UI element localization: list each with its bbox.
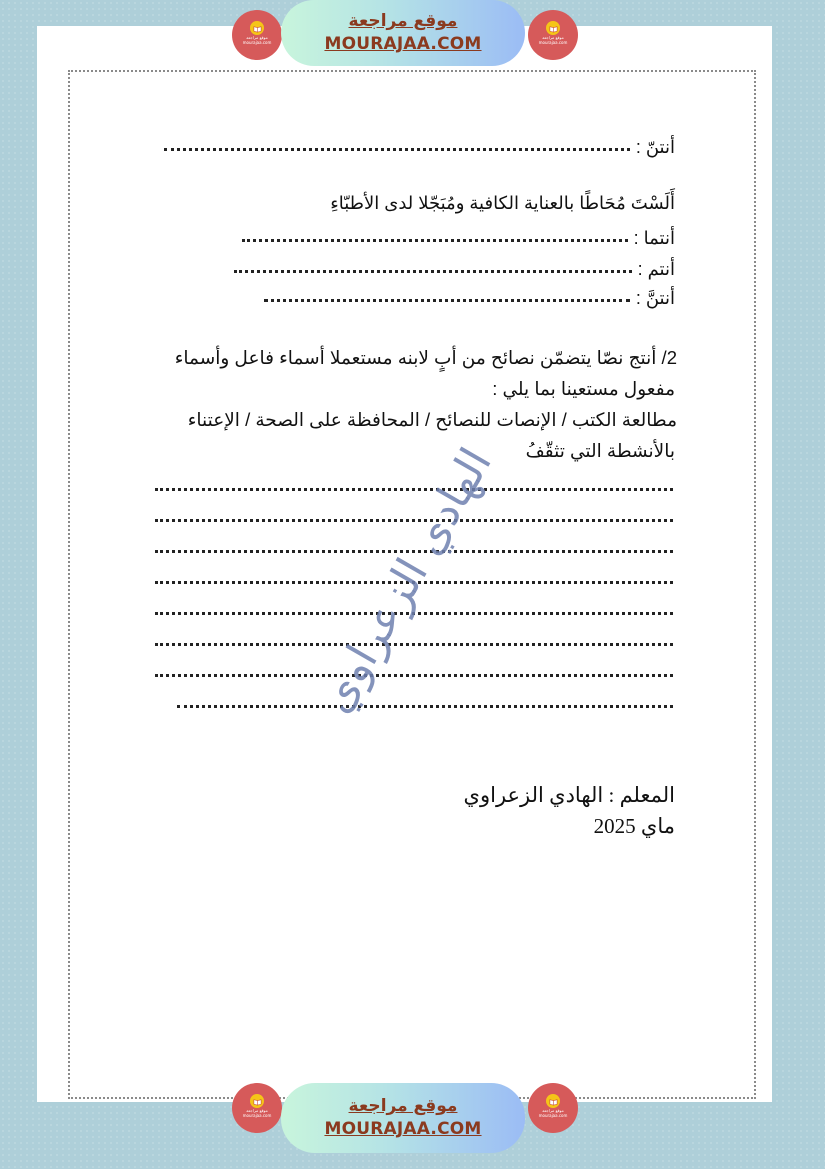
pronoun-label: أنتما : <box>633 228 675 248</box>
logo-text-en: mourajaa.com <box>538 1113 568 1118</box>
dotted-page-frame <box>68 70 756 1099</box>
site-logo-left[interactable] <box>232 10 282 60</box>
fill-line-antuma <box>242 228 675 249</box>
pronoun-label: أنتنَّ : <box>635 288 675 308</box>
logo-text-ar: موقع مراجعة <box>246 1108 268 1113</box>
book-icon <box>546 21 560 35</box>
site-title-arabic: موقع مراجعة <box>348 11 458 31</box>
fill-line-antunna-2 <box>264 288 675 309</box>
pronoun-label: أنتنّ : <box>635 137 675 157</box>
answer-line-1[interactable] <box>155 488 673 491</box>
answer-line-2[interactable] <box>155 519 673 522</box>
book-icon <box>546 1094 560 1108</box>
teacher-signature: المعلم : الهادي الزعراوي <box>463 783 675 807</box>
site-title-arabic: موقع مراجعة <box>348 1096 458 1116</box>
prompt-line-4: بالأنشطة التي تثقّفُ <box>525 440 675 461</box>
answer-blank[interactable] <box>242 236 628 242</box>
answer-line-8[interactable] <box>177 705 673 708</box>
author-watermark: الهادي الزعراوي <box>309 439 502 722</box>
book-icon <box>250 21 264 35</box>
site-logo-left[interactable] <box>232 1083 282 1133</box>
top-banner <box>0 0 825 70</box>
logo-text-ar: موقع مراجعة <box>542 1108 564 1113</box>
answer-blank[interactable] <box>164 145 630 151</box>
answer-blank[interactable] <box>264 296 630 302</box>
answer-line-5[interactable] <box>155 612 673 615</box>
site-logo-right[interactable] <box>528 10 578 60</box>
prompt-line-2: مفعول مستعينا بما يلي : <box>492 378 675 399</box>
prompt-line-3: مطالعة الكتب / الإنصات للنصائح / المحافظة على الصحة / الإعتناء <box>187 409 677 430</box>
answer-line-6[interactable] <box>155 643 673 646</box>
logo-text-en: mourajaa.com <box>538 40 568 45</box>
site-link-banner[interactable] <box>281 1083 525 1153</box>
site-logo-right[interactable] <box>528 1083 578 1133</box>
book-icon <box>250 1094 264 1108</box>
logo-text-en: mourajaa.com <box>242 40 272 45</box>
prompt-line-1: 2/ أنتج نصّا يتضمّن نصائح من أبٍ لابنه مستعملا أسماء فاعل وأسماء <box>174 347 677 368</box>
pronoun-label: أنتم : <box>637 259 675 279</box>
bottom-banner <box>0 1083 825 1153</box>
answer-line-3[interactable] <box>155 550 673 553</box>
answer-line-4[interactable] <box>155 581 673 584</box>
fill-line-antum <box>234 259 675 280</box>
answer-blank[interactable] <box>234 267 632 273</box>
answer-line-7[interactable] <box>155 674 673 677</box>
site-name: MOURAJAA.COM <box>324 1119 482 1139</box>
site-link-banner[interactable] <box>281 0 525 66</box>
signature-date: ماي 2025 <box>593 814 675 838</box>
fill-line-antunna <box>164 137 675 158</box>
site-name: MOURAJAA.COM <box>324 34 482 54</box>
logo-text-en: mourajaa.com <box>242 1113 272 1118</box>
logo-text-ar: موقع مراجعة <box>542 35 564 40</box>
logo-text-ar: موقع مراجعة <box>246 35 268 40</box>
model-sentence: أَلَسْتَ مُحَاطًا بالعناية الكافية ومُبَجّلا لدى الأطبّاءِ <box>330 193 675 213</box>
